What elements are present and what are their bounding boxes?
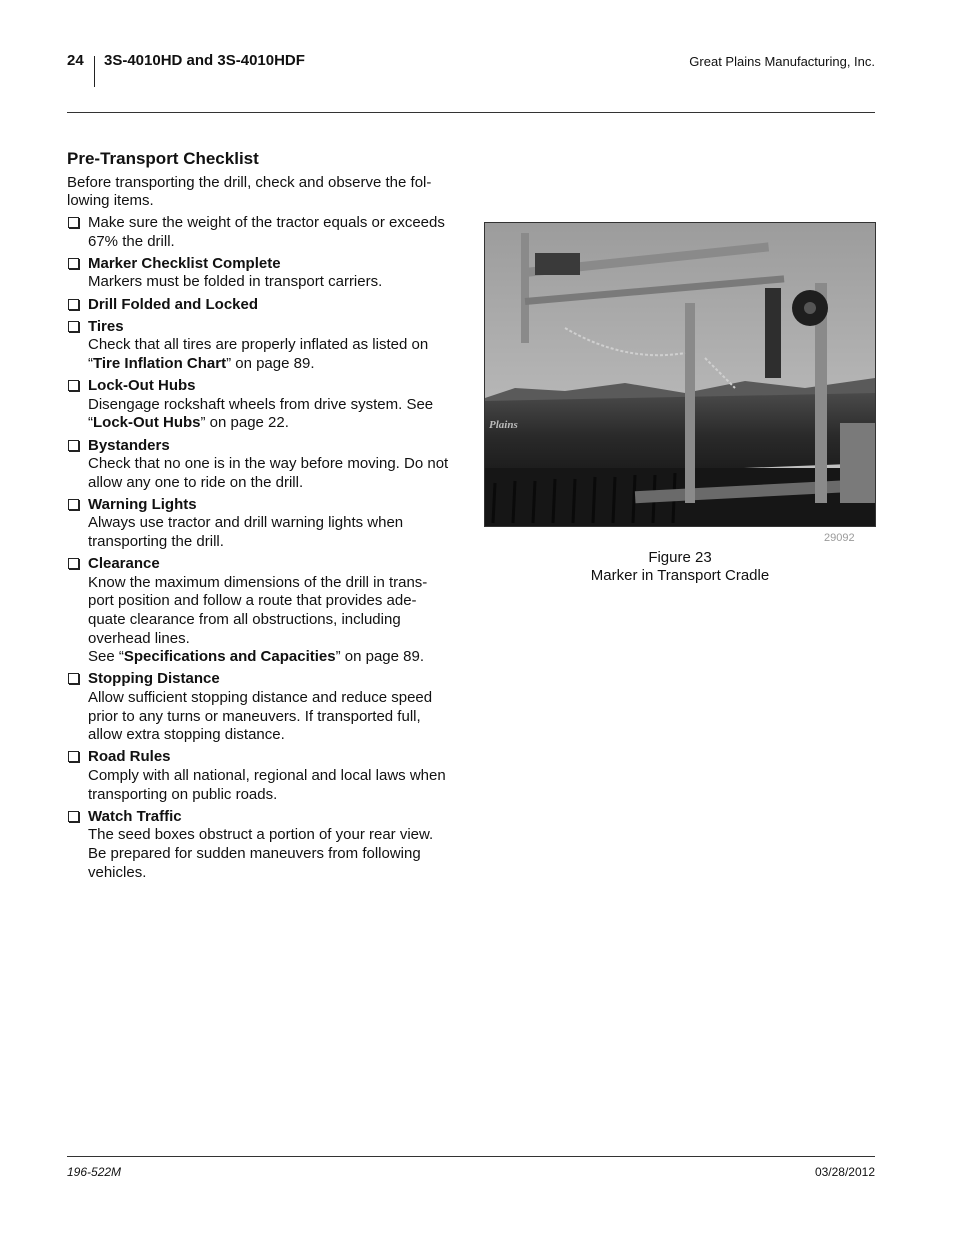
- checkbox-icon: [68, 258, 79, 269]
- checklist-item-title: Marker Checklist Complete: [88, 254, 281, 272]
- figure-part-number: 29092: [824, 532, 855, 544]
- cross-reference: Tire Inflation Chart: [93, 354, 227, 372]
- checklist-item-title: Tires: [88, 317, 124, 335]
- marker-transport-cradle-image: [485, 223, 875, 526]
- company-name: Great Plains Manufacturing, Inc.: [689, 54, 875, 69]
- checklist-text-run: ” on page 22.: [200, 414, 289, 432]
- checklist-item-text: [88, 826, 452, 882]
- checkbox-icon: [68, 673, 79, 684]
- checkbox-icon: [68, 217, 79, 228]
- checklist-item: [67, 318, 452, 374]
- checklist-text-run: The seed boxes obstruct a portion of your rear view. Be prepared for sudden maneuvers from following vehicles.: [88, 826, 434, 881]
- checklist-item-title: Watch Traffic: [88, 807, 182, 825]
- checklist-item: [67, 555, 452, 667]
- checklist-item-title: Drill Folded and Locked: [88, 295, 259, 313]
- checkbox-icon: [68, 321, 79, 332]
- checklist-item: [67, 214, 452, 251]
- checklist-item-text: [88, 455, 452, 492]
- checklist-item-title: Bystanders: [88, 436, 170, 454]
- page-number: 24: [67, 52, 84, 69]
- checklist-item-title: Stopping Distance: [88, 670, 220, 688]
- checklist-text-run: Check that all tires are properly inflated as listed on “: [88, 336, 429, 372]
- checklist-item-text: [88, 396, 452, 433]
- pre-transport-checklist: [67, 214, 452, 886]
- checkbox-icon: [68, 299, 79, 310]
- checkbox-icon: [68, 380, 79, 391]
- checkbox-icon: [68, 558, 79, 569]
- revision-date: 03/28/2012: [814, 1165, 875, 1179]
- intro-paragraph: Before transporting the drill, check and observe the fol-lowing items.: [67, 174, 432, 209]
- checklist-text-run: See “: [88, 648, 124, 666]
- checklist-item-text: [88, 273, 452, 292]
- checklist-item: [67, 496, 452, 552]
- checklist-text-run: Know the maximum dimensions of the drill in trans-port position and follow a route that provides ade-quate clearance from all obstructions, including overhead lines.: [88, 573, 428, 647]
- checklist-text-run: Make sure the weight of the tractor equals or exceeds 67% the drill.: [88, 214, 445, 250]
- checkbox-icon: [68, 751, 79, 762]
- checklist-item: [67, 296, 452, 315]
- checklist-text-run: ” on page 89.: [226, 354, 315, 372]
- checklist-item-title: Warning Lights: [88, 495, 197, 513]
- figure-caption: Marker in Transport Cradle: [590, 567, 770, 584]
- checklist-item: [67, 808, 452, 882]
- checklist-item-text: [88, 767, 452, 804]
- header-divider: [94, 56, 95, 87]
- checklist-text-run: Disengage rockshaft wheels from drive system. See “: [88, 395, 434, 432]
- checklist-item: [67, 377, 452, 433]
- checklist-text-run: Check that no one is in the way before moving. Do not allow any one to ride on the drill.: [88, 455, 449, 491]
- document-number: 196-522M: [67, 1165, 122, 1179]
- checkbox-icon: [68, 499, 79, 510]
- checklist-item-title: Road Rules: [88, 748, 171, 766]
- header-rule: [67, 112, 875, 113]
- checklist-item-text: [88, 574, 452, 667]
- checklist-item: [67, 670, 452, 744]
- checklist-text-run: Comply with all national, regional and local laws when transporting on public roads.: [88, 766, 446, 803]
- checklist-text-run: ” on page 89.: [335, 648, 425, 666]
- drill-brand-logo: Plains: [489, 419, 518, 431]
- checklist-text-run: Always use tractor and drill warning lights when transporting the drill.: [88, 514, 404, 551]
- checklist-item-text: [88, 214, 452, 251]
- checklist-text-run: Allow sufficient stopping distance and reduce speed prior to any turns or maneuvers. If transported full, allow extra stopping distance.: [88, 689, 433, 744]
- checklist-item-text: [88, 514, 452, 551]
- checklist-item: [67, 255, 452, 292]
- figure-caption-block: [484, 549, 876, 585]
- checkbox-icon: [68, 440, 79, 451]
- checkbox-icon: [68, 811, 79, 822]
- checklist-item-text: [88, 336, 452, 373]
- checklist-item-text: [88, 689, 452, 745]
- section-heading: Pre-Transport Checklist: [67, 149, 259, 168]
- checklist-item: [67, 748, 452, 804]
- checklist-text-run: Markers must be folded in transport carriers.: [88, 273, 383, 291]
- cross-reference: Lock-Out Hubs: [93, 414, 201, 432]
- checklist-item-title: Clearance: [88, 555, 160, 573]
- cross-reference: Specifications and Capacities: [123, 648, 336, 666]
- checklist-item: [67, 437, 452, 493]
- figure-photo: [484, 222, 876, 527]
- figure-number: Figure 23: [648, 549, 712, 566]
- document-title: 3S-4010HD and 3S-4010HDF: [104, 52, 305, 69]
- footer-rule: [67, 1156, 875, 1157]
- checklist-item-title: Lock-Out Hubs: [88, 377, 196, 395]
